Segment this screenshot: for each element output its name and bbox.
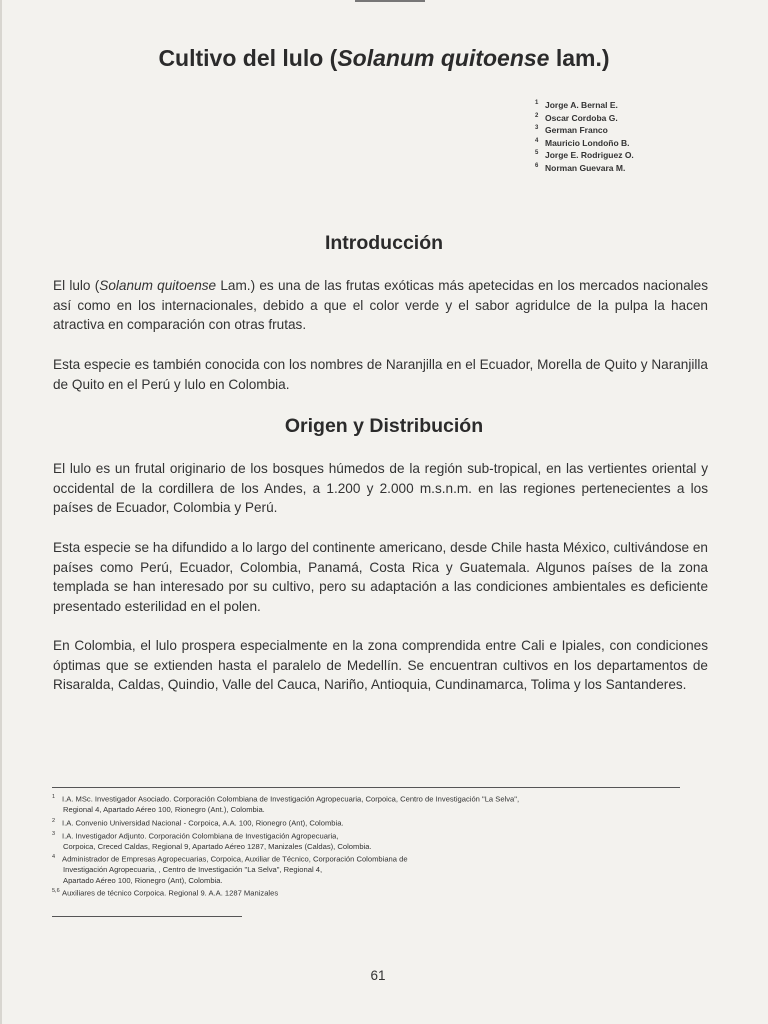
author-list: [535, 97, 634, 172]
author-item: $^1$ Jorge A. Bernal E.: [535, 99, 618, 110]
origin-paragraph-1: El lulo es un frutal originario de los bosques húmedos de la región sub-tropical, en las vertientes oriental y occidental de la cordillera de los Andes, a 1.200 y 2.000 m.s.n.m. en las regiones pertenecientes a los países de Ecuador, Colombia y Perú.: [53, 461, 708, 515]
author-item: $^3$ German Franco: [535, 124, 608, 135]
section-heading-origen: Origen y Distribución: [284, 415, 484, 437]
footnote-rule: [52, 787, 680, 788]
footnote-4: $^4$ Administrador de Empresas Agropecuarias, Corpoica, Auxiliar de Técnico, Corporación Colombiana de Investigación Agropecuaria, , Centro de Investigación "La Selva", Regional 4, Apartado Aéreo 100, Rionegro (Ant), Colombia.: [52, 854, 408, 885]
page-number: 61: [370, 968, 386, 983]
origin-paragraph-3: En Colombia, el lulo prospera especialmente en la zona comprendida entre Cali e Ipiales, con condiciones óptimas que se extienden hasta el paralelo de Medellín. Se encuentran cultivos en los departamentos de Risaralda, Caldas, Quindio, Valle del Cauca, Nariño, Antioquia, Cundinamarca, Tolima y los Santanderes.: [53, 638, 708, 692]
author-item: $^6$ Norman Guevara M.: [535, 162, 626, 173]
author-item: $^2$ Oscar Cordoba G.: [535, 112, 618, 123]
footnote-3: $^3$ I.A. Investigador Adjunto. Corporación Colombiana de Investigación Agropecuaria, Corpoica, Creced Caldas, Regional 9, Apartado Aéreo 1287, Manizales (Caldas), Colombia.: [52, 830, 372, 851]
author-item: $^4$ Mauricio Londoño B.: [535, 137, 630, 148]
footnote-5-6: $^{5,6}$ Auxiliares de técnico Corpoica. Regional 9. A.A. 1287 Manizales: [52, 888, 279, 898]
scan-edge: [0, 0, 2, 1024]
author-item: $^5$ Jorge E. Rodriguez O.: [535, 149, 634, 160]
footnote-2: $^2$ I.A. Convenio Universidad Nacional - Corpoica, A.A. 100, Rionegro (Ant), Colombia.: [52, 817, 344, 828]
document-title: Cultivo del lulo (Solanum quitoense lam.): [158, 45, 610, 71]
header-rule: [355, 0, 425, 2]
footnotes: [52, 792, 712, 899]
origin-paragraph-2: Esta especie se ha difundido a lo largo del continente americano, desde Chile hasta México, cultivándose en países como Perú, Ecuador, Colombia, Panamá, Costa Rica y Guatemala. Algunos países de la zona templada se han interesado por su cultivo, pero su adaptación a las condiciones ambientales es deficiente presentado esterilidad en el polen.: [53, 540, 708, 614]
section-heading-introduccion: Introducción: [324, 232, 444, 254]
footnote-end-rule: [52, 916, 242, 917]
title-species: Solanum quitoense: [337, 45, 550, 71]
footnote-1: $^1$ I.A. MSc. Investigador Asociado. Corporación Colombiana de Investigación Agropecuaria, Corpoica, Centro de Investigación "La Selva", Regional 4, Apartado Aéreo 100, Rionegro (Ant.), Colombia.: [52, 794, 520, 815]
intro-paragraph-1: El lulo (Solanum quitoense Lam.) es una de las frutas exóticas más apetecidas en los mercados nacionales así como en los internacionales, debido a que el color verde y el sabor agridulce de la pulpa la hacen atractiva en comparación con otras frutas.: [53, 278, 709, 332]
intro-paragraph-2: Esta especie es también conocida con los nombres de Naranjilla en el Ecuador, Morella de Quito y Naranjilla de Quito en el Perú y lulo en Colombia.: [53, 357, 708, 392]
